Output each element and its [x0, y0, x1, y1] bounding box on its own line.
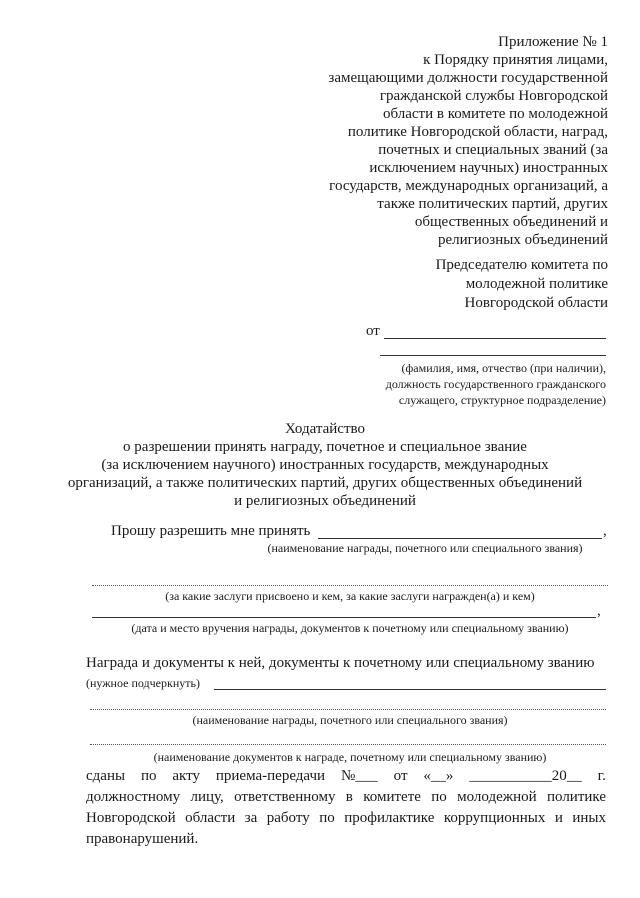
from-hint — [306, 360, 606, 408]
from-hint-line: должность государственного гражданского — [385, 377, 606, 391]
title-line: Ходатайство — [285, 421, 365, 437]
addressee-block — [308, 256, 608, 313]
title-line: организаций, а также политических партий, других общественных объединений — [67, 475, 583, 491]
appendix-line: области в комитете по молодежной — [383, 106, 608, 122]
award-item-line[interactable] — [214, 689, 606, 690]
appendix-line: гражданской службы Новгородской — [379, 88, 608, 104]
handover-word: приема-передачи — [215, 768, 326, 784]
handover-word: сданы — [86, 768, 126, 784]
award-name-hint-2: (наименование награды, почетного или специального звания) — [192, 713, 508, 727]
date-place-line[interactable] — [92, 617, 596, 618]
handover-word: акту — [172, 768, 200, 784]
addressee-line: Председателю комитета по — [435, 257, 608, 273]
handover-line-2: должностному лицу, ответственному в комитете по молодежной политике — [86, 789, 606, 805]
appendix-line: государств, международных организаций, а — [329, 178, 608, 194]
appendix-block — [268, 33, 608, 249]
act-date-field[interactable]: ___________20__ — [469, 768, 582, 784]
handover-word: от — [393, 768, 408, 784]
request-comma: , — [603, 523, 607, 539]
documents-line[interactable] — [90, 744, 606, 745]
award-name-line[interactable] — [318, 538, 602, 539]
title-line: и религиозных объединений — [234, 493, 416, 509]
handover-line-3: Новгородской области за работу по профилактике коррупционных и иных — [86, 810, 606, 826]
appendix-line: религиозных объединений — [437, 232, 608, 248]
date-place-comma: , — [597, 603, 601, 619]
document-title — [40, 420, 610, 510]
award-text: Награда и документы к ней, документы к почетному или специальному званию — [86, 655, 595, 671]
underline-note: (нужное подчеркнуть) — [86, 676, 200, 690]
from-hint-line: служащего, структурное подразделение) — [398, 393, 606, 407]
from-name-line[interactable] — [384, 338, 606, 339]
appendix-line: общественных объединений и — [414, 214, 608, 230]
act-number-field[interactable]: №___ — [340, 768, 378, 784]
title-line: (за исключением научного) иностранных государств, международных — [101, 457, 549, 473]
appendix-line: Приложение № 1 — [498, 34, 608, 50]
from-label: от — [366, 323, 380, 339]
addressee-line: Новгородской области — [464, 295, 608, 311]
title-line: о разрешении принять награду, почетное и специальное звание — [123, 439, 527, 455]
appendix-line: также политических партий, других — [377, 196, 608, 212]
appendix-line: политике Новгородской области, наград, — [347, 124, 608, 140]
handover-word: г. — [597, 768, 606, 784]
addressee-line: молодежной политике — [465, 276, 608, 292]
appendix-line: к Порядку принятия лицами, — [423, 52, 608, 68]
award-name-line-2[interactable] — [90, 709, 606, 710]
request-text: Прошу разрешить мне принять — [111, 523, 311, 539]
merits-hint: (за какие заслуги присвоено и кем, за какие заслуги награжден(а) и кем) — [165, 589, 535, 603]
act-day-field[interactable]: «__» — [423, 768, 454, 784]
handover-line-1 — [86, 766, 606, 787]
from-hint-line: (фамилия, имя, отчество (при наличии), — [401, 361, 606, 375]
handover-word: по — [140, 768, 157, 784]
appendix-line: почетных и специальных званий (за — [378, 142, 608, 158]
documents-hint: (наименование документов к награде, почетному или специальному званию) — [153, 750, 547, 764]
award-name-hint: (наименование награды, почетного или специального звания) — [267, 541, 583, 555]
appendix-line: замещающими должности государственной — [328, 70, 608, 86]
appendix-line: исключением научных) иностранных — [369, 160, 608, 176]
merits-line[interactable] — [92, 585, 608, 586]
handover-paragraph — [86, 766, 606, 850]
date-place-hint: (дата и место вручения награды, документов к почетному или специальному званию) — [131, 621, 569, 635]
from-position-line[interactable] — [380, 355, 606, 356]
handover-line-4: правонарушений. — [86, 831, 199, 847]
